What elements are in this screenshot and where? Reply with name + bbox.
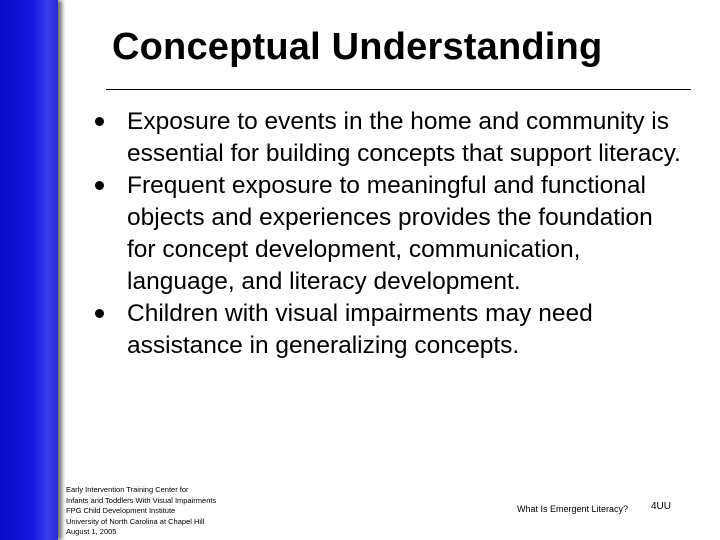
footer-institution-info <box>66 485 286 538</box>
decorative-sidebar-bar <box>0 0 58 540</box>
slide-number: 4UU <box>651 501 672 512</box>
bullet-text: Children with visual impairments may need assistance in generalizing concepts. <box>127 300 593 359</box>
footer-line: FPG Child Development Institute <box>66 506 176 515</box>
slide-title: Conceptual Understanding <box>112 26 603 68</box>
footer-presentation-title: What Is Emergent Literacy? <box>517 504 629 514</box>
bullet-dot-icon <box>95 117 104 126</box>
bullet-list <box>92 106 682 362</box>
bullet-item <box>92 170 682 298</box>
footer-line: University of North Carolina at Chapel Hill <box>66 516 205 526</box>
title-divider <box>106 89 691 90</box>
footer-date: August 1, 2005 <box>66 527 117 536</box>
footer-line: Early Intervention Training Center for <box>66 485 189 494</box>
footer-line: Infants and Toddlers With Visual Impairments <box>66 495 217 505</box>
bullet-item <box>92 106 682 170</box>
bullet-dot-icon <box>95 309 104 318</box>
bullet-text: Frequent exposure to meaningful and functional objects and experiences provides the foundation for concept development, communication, language, and literacy development. <box>127 172 653 295</box>
bullet-text: Exposure to events in the home and community is essential for building concepts that support literacy. <box>127 108 681 167</box>
bullet-item <box>92 298 682 362</box>
bullet-dot-icon <box>95 181 104 190</box>
